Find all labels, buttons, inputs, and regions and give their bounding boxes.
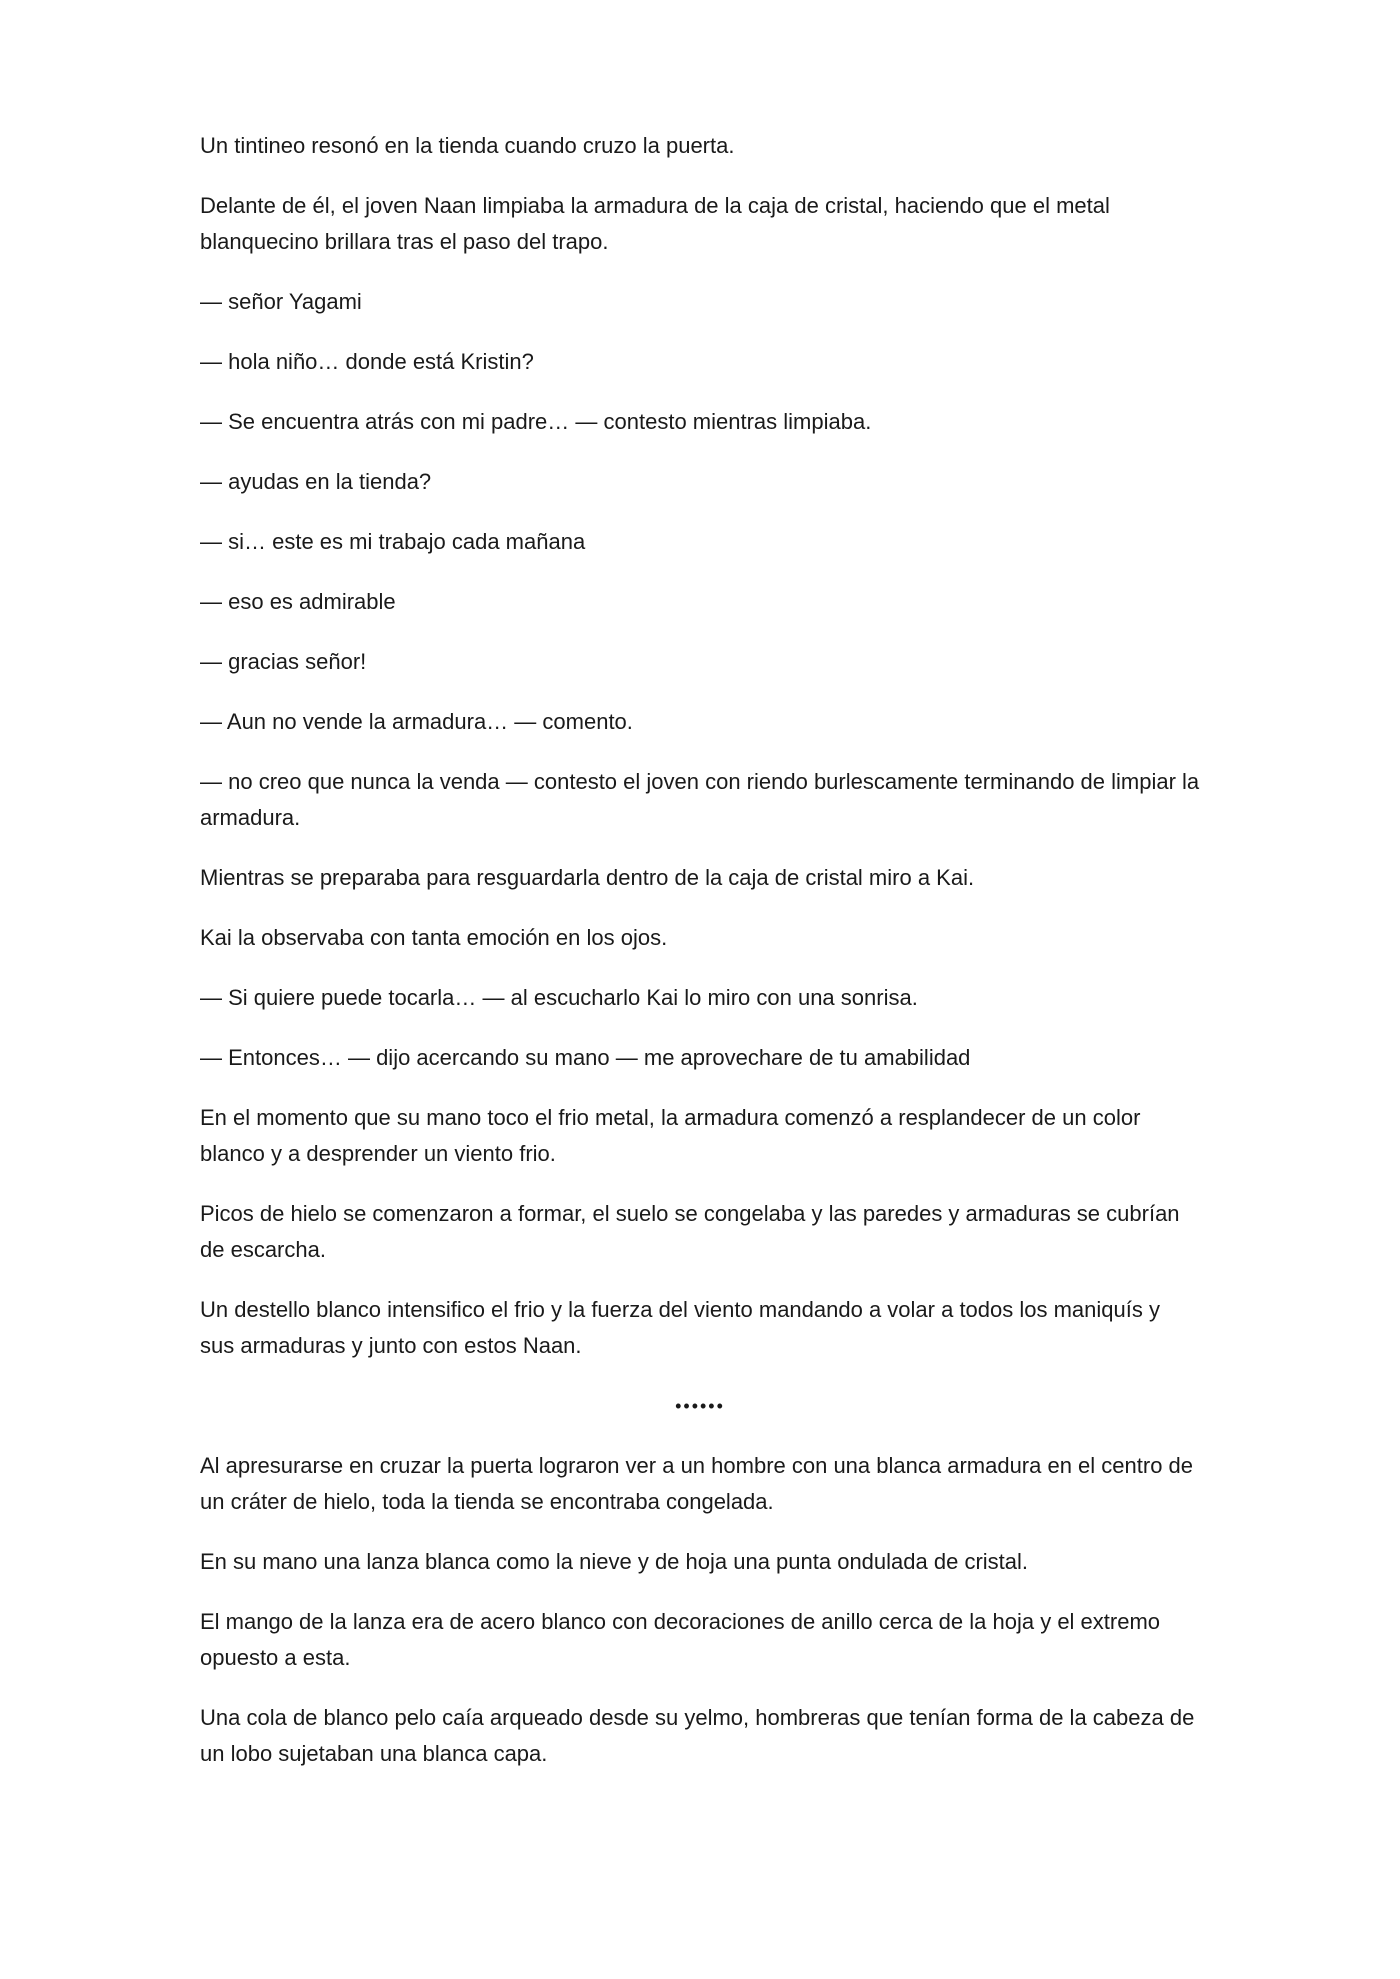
dialogue-line: — señor Yagami xyxy=(200,289,362,314)
dialogue-line: — ayudas en la tienda? xyxy=(200,469,432,494)
dialogue-line: — gracias señor! xyxy=(200,649,367,674)
dialogue-line: — eso es admirable xyxy=(200,589,396,614)
paragraph: Un tintineo resonó en la tienda cuando cruzo la puerta. xyxy=(200,133,735,158)
paragraph: El mango de la lanza era de acero blanco con decoraciones de anillo cerca de la hoja y el extremo opuesto a esta. xyxy=(200,1609,1161,1670)
paragraph: Picos de hielo se comenzaron a formar, el suelo se congelaba y las paredes y armaduras se cubrían de escarcha. xyxy=(200,1201,1180,1262)
dialogue-line: — Entonces… — dijo acercando su mano — me aprovechare de tu amabilidad xyxy=(200,1045,971,1070)
dialogue-line: — Aun no vende la armadura… — comento. xyxy=(200,709,633,734)
dialogue-line: — si… este es mi trabajo cada mañana xyxy=(200,529,586,554)
paragraph: En el momento que su mano toco el frio metal, la armadura comenzó a resplandecer de un color blanco y a desprender un viento frio. xyxy=(200,1105,1141,1166)
dialogue-line: — Se encuentra atrás con mi padre… — contesto mientras limpiaba. xyxy=(200,409,872,434)
paragraph: Al apresurarse en cruzar la puerta lograron ver a un hombre con una blanca armadura en el centro de un cráter de hielo, toda la tienda se encontraba congelada. xyxy=(200,1453,1194,1514)
paragraph: Una cola de blanco pelo caía arqueado desde su yelmo, hombreras que tenían forma de la cabeza de un lobo sujetaban una blanca capa. xyxy=(200,1705,1195,1766)
paragraph: Un destello blanco intensifico el frio y la fuerza del viento mandando a volar a todos los maniquís y sus armaduras y junto con estos Naan. xyxy=(200,1297,1160,1358)
paragraph: Delante de él, el joven Naan limpiaba la armadura de la caja de cristal, haciendo que el metal blanquecino brillara tras el paso del trapo. xyxy=(200,193,1110,254)
dialogue-line: — hola niño… donde está Kristin? xyxy=(200,349,534,374)
document-body xyxy=(200,128,1200,1796)
paragraph: Kai la observaba con tanta emoción en los ojos. xyxy=(200,925,668,950)
dialogue-line: — Si quiere puede tocarla… — al escucharlo Kai lo miro con una sonrisa. xyxy=(200,985,918,1010)
paragraph: En su mano una lanza blanca como la nieve y de hoja una punta ondulada de cristal. xyxy=(200,1549,1029,1574)
paragraph: Mientras se preparaba para resguardarla dentro de la caja de cristal miro a Kai. xyxy=(200,865,975,890)
scene-separator: •••••• xyxy=(675,1396,725,1416)
dialogue-line: — no creo que nunca la venda — contesto el joven con riendo burlescamente terminando de limpiar la armadura. xyxy=(200,769,1200,830)
